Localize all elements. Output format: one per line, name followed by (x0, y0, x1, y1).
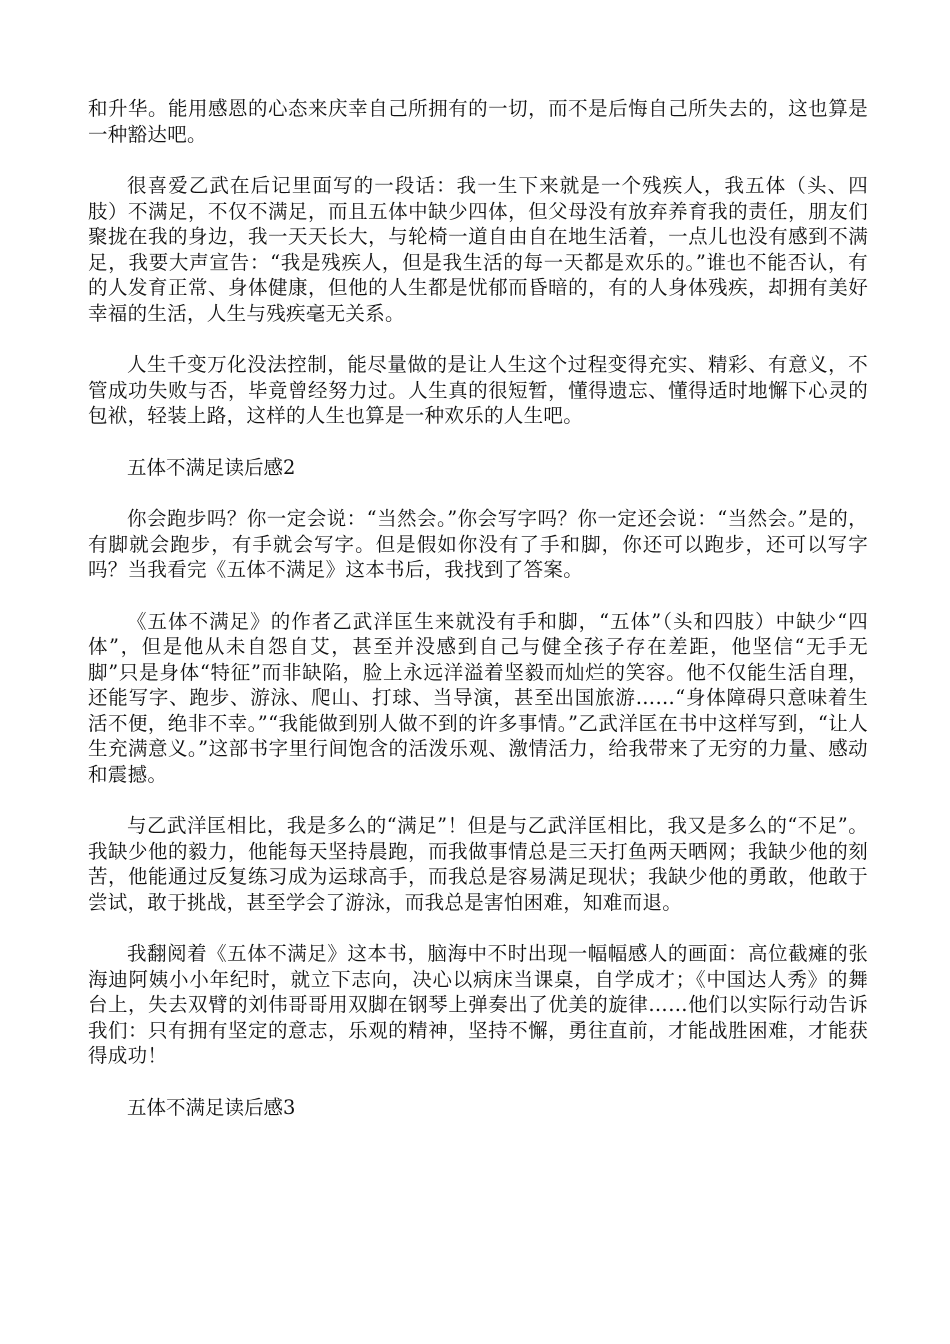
paragraph-running-writing: 你会跑步吗？你一定会说：“当然会。”你会写字吗？你一定还会说：“当然会。”是的，有脚就会跑步，有手就会写字。但是假如你没有了手和脚，你还可以跑步，还可以写字吗？当我看完《五体不满足》这本书后，我找到了答案。 (88, 507, 868, 581)
paragraph-inspiring-images: 我翻阅着《五体不满足》这本书，脑海中不时出现一幅幅感人的画面：高位截瘫的张海迪阿姨小小年纪时，就立下志向，决心以病床当课桌，自学成才；《中国达人秀》的舞台上，失去双臂的刘伟哥哥用双脚在钢琴上弹奏出了优美的旋律……他们以实际行动告诉我们：只有拥有坚定的意志，乐观的精神，坚持不懈，勇往直前，才能战胜困难，才能获得成功！ (88, 942, 868, 1067)
paragraph-author-description: 《五体不满足》的作者乙武洋匡生来就没有手和脚，“五体”（头和四肢）中缺少“四体”，但是他从未自怨自艾，甚至并没感到自己与健全孩子存在差距，他坚信“无手无脚”只是身体“特征”而非缺陷，脸上永远洋溢着坚毅而灿烂的笑容。他不仅能生活自理，还能写字、跑步、游泳、爬山、打球、当导演，甚至出国旅游……“身体障碍只意味着生活不便，绝非不幸。”“我能做到别人做不到的许多事情。”乙武洋匡在书中这样写到，“让人生充满意义。”这部书字里行间饱含的活泼乐观、激情活力，给我带来了无穷的力量、感动和震撼。 (88, 609, 868, 786)
document-body (88, 96, 868, 1146)
paragraph-intro-continuation: 和升华。能用感恩的心态来庆幸自己所拥有的一切，而不是后悔自己所失去的，这也算是一种豁达吧。 (88, 97, 868, 146)
paragraph-life-reflection: 人生千变万化没法控制，能尽量做的是让人生这个过程变得充实、精彩、有意义，不管成功失败与否，毕竟曾经努力过。人生真的很短暂，懂得遗忘、懂得适时地懈下心灵的包袱，轻装上路，这样的人生也算是一种欢乐的人生吧。 (88, 353, 868, 427)
section-heading-3: 五体不满足读后感3 (127, 1095, 296, 1119)
paragraph-afterword-quote: 很喜爱乙武在后记里面写的一段话：我一生下来就是一个残疾人，我五体（头、四肢）不满足，不仅不满足，而且五体中缺少四体，但父母没有放弃养育我的责任，朋友们聚拢在我的身边，我一天天长大，与轮椅一道自由自在地生活着，一点儿也没有感到不满足，我要大声宣告：“我是残疾人，但是我生活的每一天都是欢乐的。”谁也不能否认，有的人发育正常、身体健康，但他的人生都是忧郁而昏暗的，有的人身体残疾，却拥有美好幸福的生活，人生与残疾毫无关系。 (88, 174, 868, 325)
paragraph-comparison: 与乙武洋匡相比，我是多么的“满足”！但是与乙武洋匡相比，我又是多么的“不足”。我缺少他的毅力，他能每天坚持晨跑，而我做事情总是三天打鱼两天晒网；我缺少他的刻苦，他能通过反复练习成为运球高手，而我总是容易满足现状；我缺少他的勇敢，他敢于尝试，敢于挑战，甚至学会了游泳，而我总是害怕困难，知难而退。 (88, 814, 868, 914)
section-heading-2: 五体不满足读后感2 (127, 455, 296, 479)
